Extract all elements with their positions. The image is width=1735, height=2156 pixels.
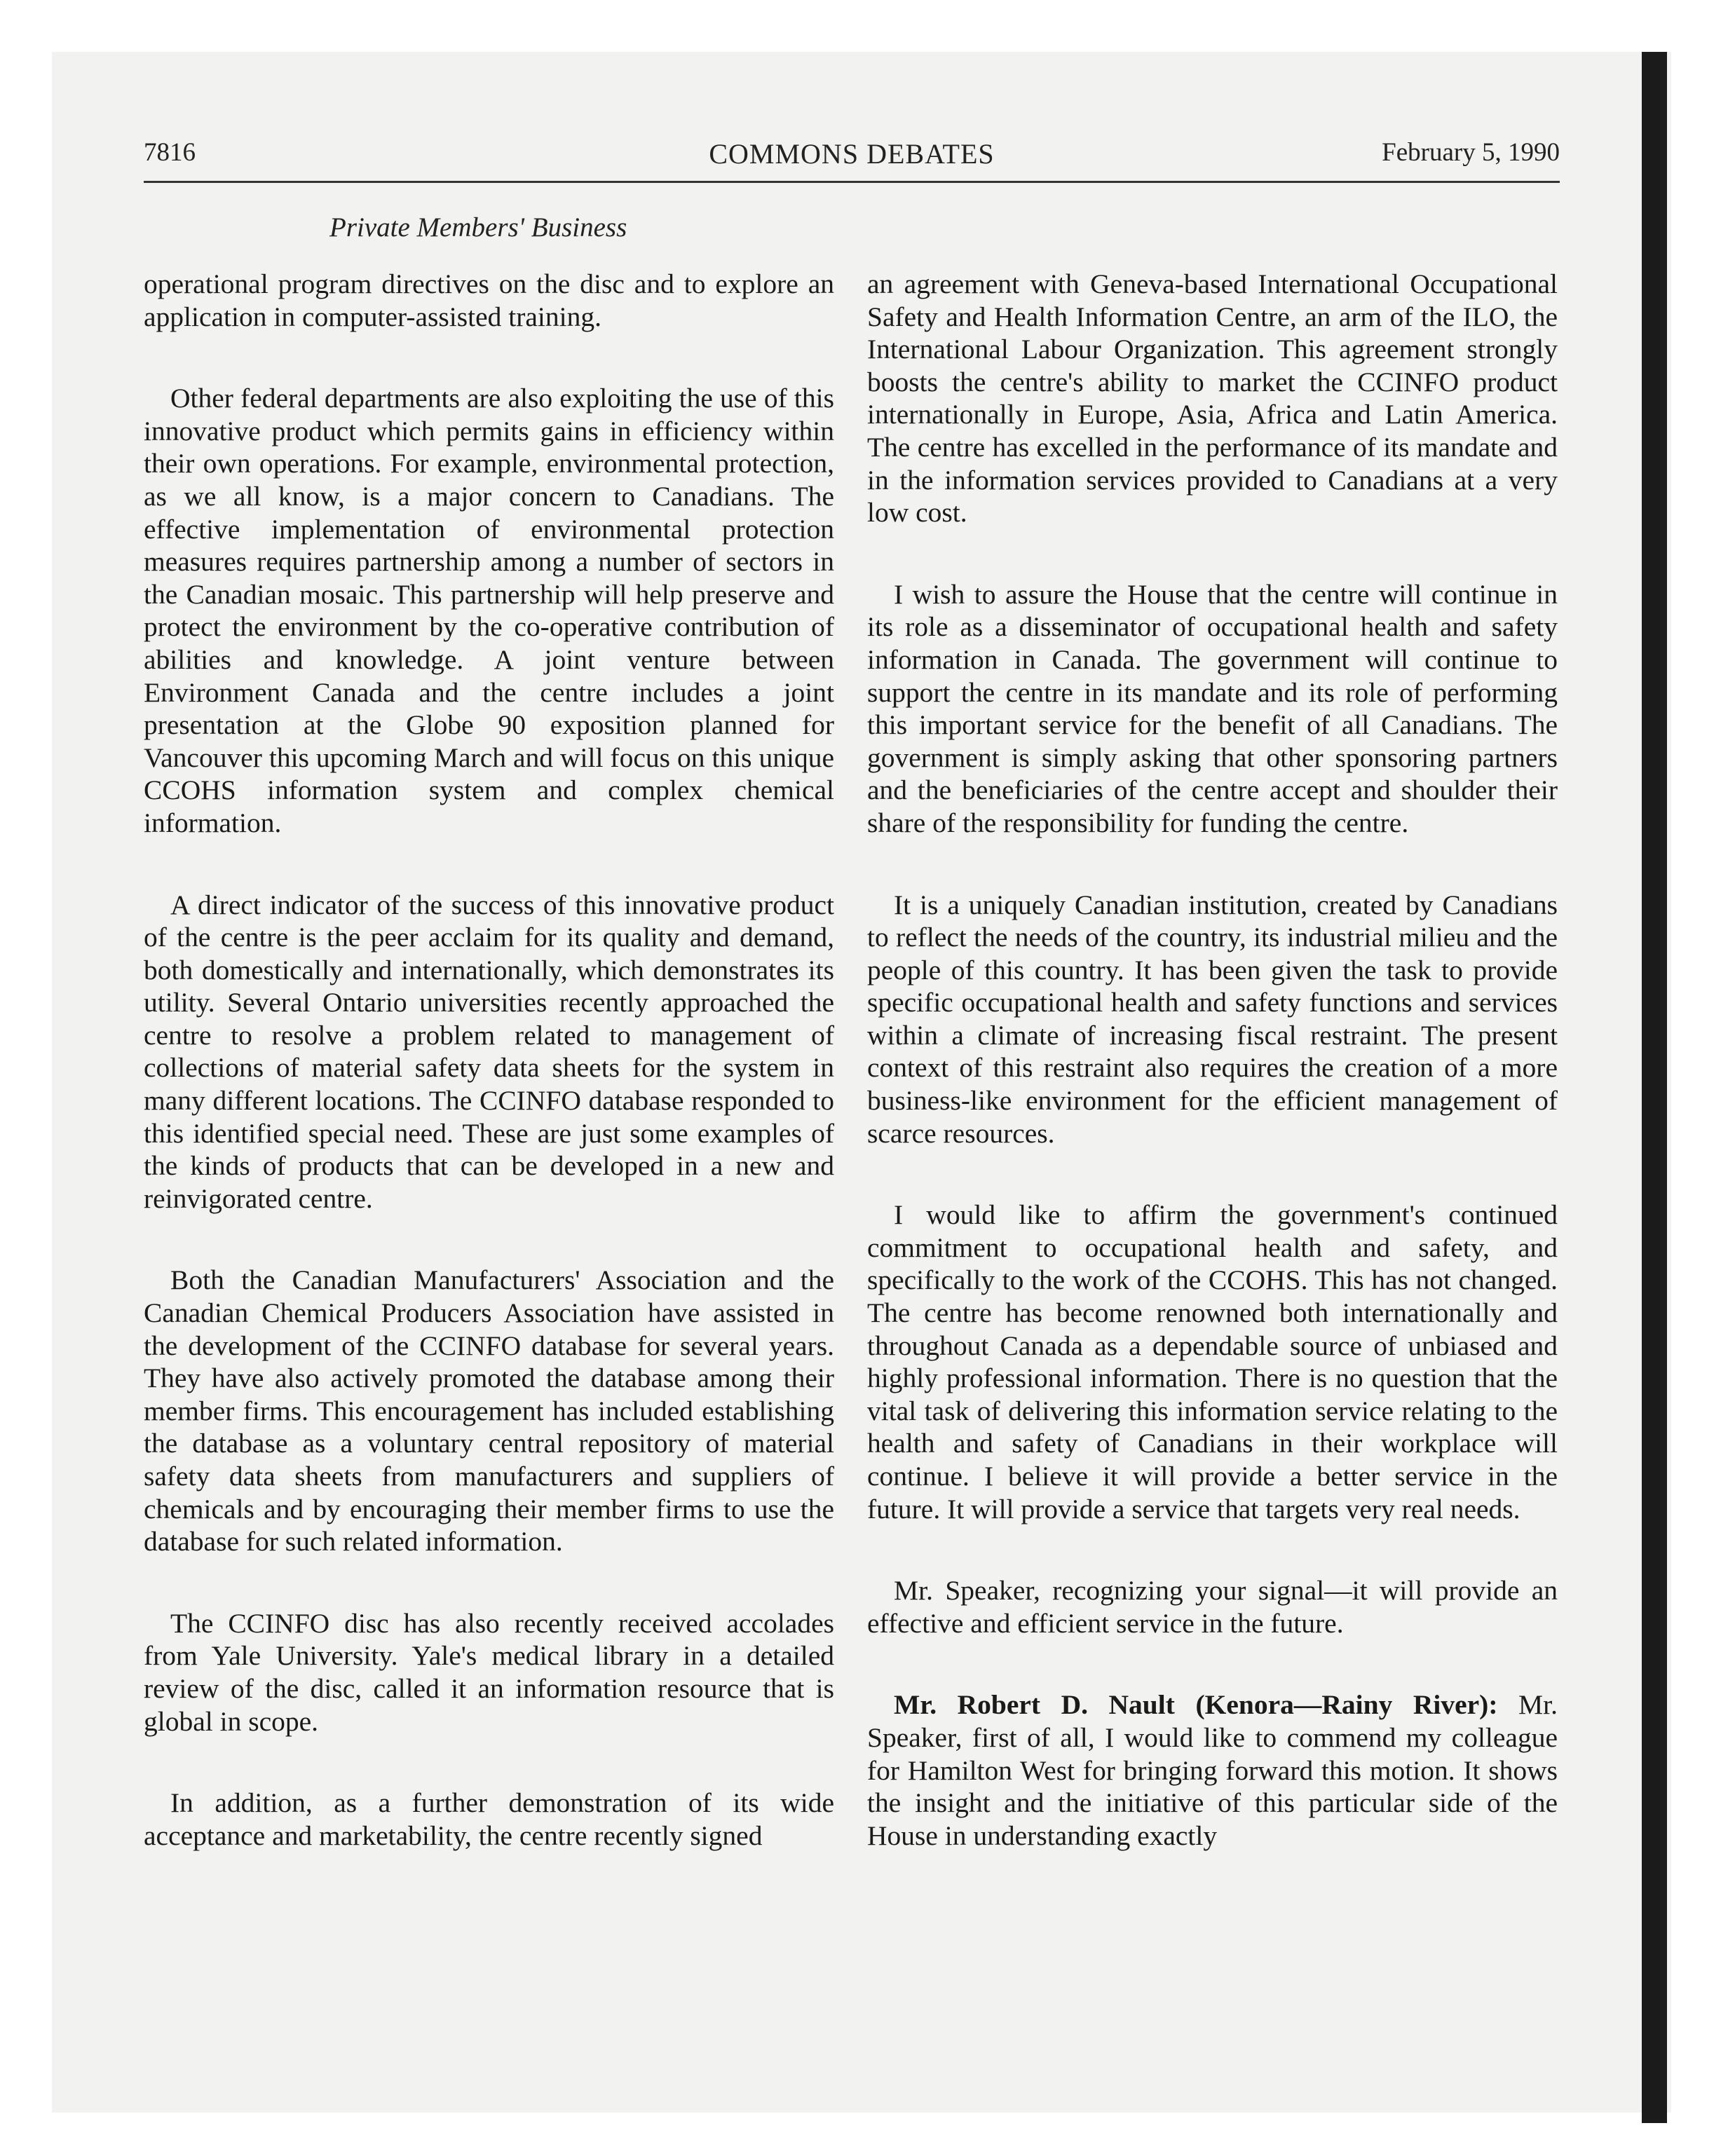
paragraph: It is a uniquely Canadian institution, created by Canadians to reflect the needs of the country, its industrial milieu and the people of this country. It has been given the task to provide specific occupational health and safety functions and services within a climate of increasing fiscal restraint. The present context of this restraint also requires the creation of a more business-like environment for the efficient management of scarce resources. [867,889,1558,1149]
paragraph: an agreement with Geneva-based International Occupational Safety and Health Information Centre, an arm of the ILO, the International Labour Organization. This agreement strongly boosts the centre's ability to market the CCINFO product internationally in Europe, Asia, Africa and Latin America. The centre has excelled in the performance of its mandate and in the information services provided to Canadians at a very low cost. [867,268,1558,528]
header-rule [144,181,1560,183]
speaker-name: Mr. Robert D. Nault (Kenora—Rainy River): [894,1689,1498,1721]
paragraph: Other federal departments are also exploiting the use of this innovative product which permits gains in efficiency within their own operations. For example, environmental protection, as we all know, is a major concern to Canadians. The effective implementation of environmental protection measures requires partnership among a number of sectors in the Canadian mosaic. This partnership will help preserve and protect the environment by the co-operative contribution of abilities and knowledge. A joint venture between Environment Canada and the centre includes a joint presentation at the Globe 90 exposition planned for Vancouver this upcoming March and will focus on this unique CCOHS information system and complex chemical information. [144,383,834,838]
paragraph: Mr. Speaker, recognizing your signal—it will provide an effective and efficient service in the future. [867,1575,1558,1639]
speech-text: Mr. Speaker, first of all, I would like to commend my colleague for Hamilton West for bringing forward this motion. It shows the insight and the initiative of this particular side of the House in understanding exactly [867,1689,1558,1851]
section-heading: Private Members' Business [329,212,627,243]
paragraph: I wish to assure the House that the centre will continue in its role as a disseminator of occupational health and safety information in Canada. The government will continue to support the centre in its mandate and its role of performing this important service for the benefit of all Canadians. The government is simply asking that other sponsoring partners and the beneficiaries of the centre accept and shoulder their share of the responsibility for funding the centre. [867,578,1558,838]
right-column [867,268,1558,1901]
paragraph: operational program directives on the disc and to explore an application in computer-assisted training. [144,268,834,332]
paragraph: The CCINFO disc has also recently received accolades from Yale University. Yale's medical library in a detailed review of the disc, called it an information resource that is global in scope. [144,1607,834,1737]
publication-date: February 5, 1990 [1382,138,1560,167]
page-number: 7816 [144,138,196,167]
speech-paragraph [867,1688,1558,1852]
left-column [144,268,834,1901]
paragraph: In addition, as a further demonstration of its wide acceptance and marketability, the centre recently signed [144,1787,834,1851]
paragraph: A direct indicator of the success of this innovative product of the centre is the peer acclaim for its quality and demand, both domestically and internationally, which demonstrates its utility. Several Ontario universities recently approached the centre to resolve a problem related to management of collections of material safety data sheets for the system in many different locations. The CCINFO database responded to this identified special need. These are just some examples of the kinds of products that can be developed in a new and reinvigorated centre. [144,889,834,1214]
paragraph: Both the Canadian Manufacturers' Association and the Canadian Chemical Producers Association have assisted in the development of the CCINFO database for several years. They have also actively promoted the database among their member firms. This encouragement has included establishing the database as a voluntary central repository of material safety data sheets from manufacturers and suppliers of chemicals and by encouraging their member firms to use the database for such related information. [144,1264,834,1557]
publication-title: COMMONS DEBATES [709,138,995,170]
scan-edge-bar [1642,52,1667,2123]
page-header [144,137,1560,179]
paragraph: I would like to affirm the government's continued commitment to occupational health and safety, and specifically to the work of the CCOHS. This has not changed. The centre has become renowned both internationally and throughout Canada as a dependable source of unbiased and highly professional information. There is no question that the vital task of delivering this information service relating to the health and safety of Canadians in their workplace will continue. I believe it will provide a better service in the future. It will provide a service that targets very real needs. [867,1199,1558,1524]
